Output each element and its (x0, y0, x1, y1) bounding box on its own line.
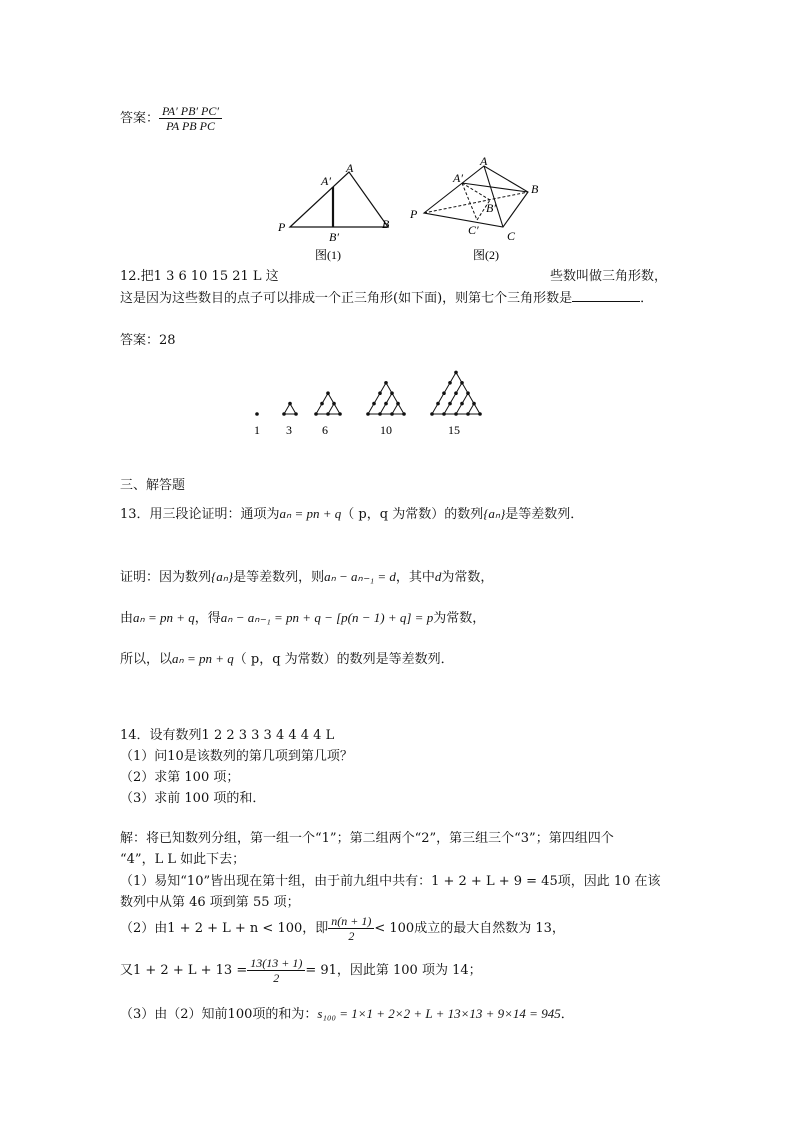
tri-dot (332, 402, 336, 406)
q13-proof1-end: 为常数， (441, 570, 494, 585)
figure-1 (270, 155, 400, 265)
answer-11 (120, 104, 222, 133)
tri-outline-3 (316, 393, 340, 414)
q14-sol6-pre: 又1 + 2 + L + 13 = (120, 963, 248, 978)
tri-dot (366, 412, 370, 416)
tri-inner-line (468, 404, 474, 414)
tri-inner-line (392, 404, 398, 414)
q13-proof2-end: 为常数， (433, 611, 486, 626)
q13-proof1-mid: 是等差数列，则 (233, 570, 325, 585)
q13-proof-line1 (120, 566, 493, 585)
fig2-label-C: C (507, 229, 516, 243)
q13-proof-line2 (120, 607, 485, 626)
q14-sol5-pre: （2）由1 + 2 + L + n < 100，即 (120, 921, 329, 936)
tri-dot (384, 402, 388, 406)
q12-answer: 答案：28 (120, 333, 176, 348)
q14-sol-line7 (120, 1003, 574, 1022)
fraction-numerator: PA′ PB′ PC′ (159, 104, 222, 119)
tri-outline-4 (368, 383, 404, 414)
fig1-label-B-prime: B′ (329, 230, 339, 244)
q13-stem (120, 503, 583, 522)
q14-sub1: （1）问10是该数列的第几项到第几项？ (120, 749, 353, 764)
q13-stem-formula: aₙ = pn + q (279, 506, 342, 521)
q13-stem-pre: 13．用三段论证明：通项为 (120, 507, 280, 522)
tri-label-3: 3 (286, 423, 292, 437)
fig1-label-B: B (382, 217, 390, 231)
q14-stem: 14．设有数列1 2 2 3 3 3 4 4 4 4 L (120, 728, 335, 743)
q14-sol5-fraction (328, 914, 374, 943)
fig2-edge-A-prime-B (462, 183, 528, 192)
tri-dot (448, 402, 452, 406)
q14-sub3: （3）求前 100 项的和． (120, 791, 266, 806)
tri-dot (466, 412, 470, 416)
fig1-label-A-prime: A′ (321, 174, 331, 188)
q13-proof2-pre: 由 (120, 611, 134, 626)
tri-label-6: 6 (322, 423, 328, 437)
fig2-label-B: B (531, 182, 539, 196)
fig2-label-A-prime: A′ (453, 171, 463, 185)
tri-inner-line (444, 383, 462, 414)
q13-stem-seq: {aₙ} (483, 506, 506, 521)
tri-dot (460, 402, 464, 406)
fig2-label-A: A (480, 154, 488, 168)
q13-proof2-f2: aₙ − aₙ₋₁ = pn + q − [p(n − 1) + q] = p (220, 610, 434, 625)
q14-sol6-fraction (247, 956, 305, 985)
q13-proof-line3 (120, 648, 454, 667)
tri-dot (372, 402, 376, 406)
q13-proof1-d: d (434, 569, 442, 584)
fig1-caption: 图(1) (315, 248, 341, 262)
tri-dot (390, 412, 394, 416)
tri-dot (255, 412, 259, 416)
q14-sol6-den: 2 (273, 971, 280, 985)
q14-sol7-end: ． (560, 1007, 574, 1022)
tri-dot (338, 412, 342, 416)
fig1-label-P: P (278, 220, 286, 234)
tri-dot (396, 402, 400, 406)
tri-dot (378, 412, 382, 416)
tri-dot (326, 391, 330, 395)
tri-dot (466, 391, 470, 395)
fig1-triangle (290, 172, 388, 227)
q14-sol7-pre: （3）由（2）知前100项的和为： (120, 1007, 318, 1022)
tri-dot (378, 391, 382, 395)
tri-dot (454, 391, 458, 395)
q13-proof1-post: ，其中 (395, 570, 435, 585)
q14-sol6-post: = 91，因此第 100 项为 14； (305, 963, 482, 978)
triangle-numbers-figure (244, 354, 504, 440)
q12-answer-blank (572, 289, 640, 302)
fig2-edge-A-prime-C-prime (462, 183, 477, 220)
q13-stem-mid: （ p，q 为常数）的数列 (341, 507, 484, 522)
tri-dot (390, 391, 394, 395)
fig1-label-A: A (346, 161, 354, 175)
q13-proof3-mid: （ p，q 为常数）的数列是等差数列． (233, 652, 454, 667)
q14-sol-line1: 解：将已知数列分组，第一组一个“1”；第二组两个“2”，第三组三个“3”；第四组四个 (120, 831, 614, 846)
tri-dot (282, 412, 286, 416)
tri-label-1: 1 (254, 423, 260, 437)
section-heading: 三、解答题 (120, 478, 186, 493)
tri-dot (460, 381, 464, 385)
tri-dot (436, 402, 440, 406)
tri-label-15: 15 (448, 423, 460, 437)
tri-dot (320, 402, 324, 406)
answer-fraction (159, 104, 222, 133)
q14-sol-line6 (120, 956, 482, 985)
tri-dot (472, 402, 476, 406)
tri-dot (454, 371, 458, 375)
q12-line2-end: ． (640, 291, 654, 306)
q13-proof2-mid: ，得 (194, 611, 221, 626)
q12-line2 (120, 287, 653, 306)
tri-dot (430, 412, 434, 416)
figure-2 (400, 152, 550, 264)
q14-sol-line2: “4”，L L 如此下去； (120, 852, 246, 867)
q13-proof1-seq: {aₙ} (211, 569, 234, 584)
tri-inner-line (328, 404, 334, 414)
tri-label-10: 10 (380, 423, 392, 437)
tri-dot (442, 391, 446, 395)
q12-line2-text: 这是因为这些数目的点子可以排成一个正三角形(如下面)，则第七个三角形数是 (120, 291, 573, 306)
q13-proof2-f1: aₙ = pn + q (133, 610, 195, 625)
q14-sol7-formula: s₁₀₀ = 1×1 + 2×2 + L + 13×13 + 9×14 = 945 (317, 1006, 561, 1021)
triangle-dots-group (255, 371, 482, 416)
q12-line1-left: 12.把1 3 6 10 15 21 L 这 (120, 269, 279, 284)
tri-dot (454, 412, 458, 416)
tri-dot (326, 412, 330, 416)
fraction-denominator: PA PB PC (166, 119, 215, 133)
fig2-edge-PB (424, 192, 528, 213)
tri-dot (402, 412, 406, 416)
tri-dot (384, 381, 388, 385)
q14-sol-line3: （1）易知“10”皆出现在第十组，由于前九组中共有：1 + 2 + L + 9 = 45项，因此 10 在该 (120, 874, 661, 889)
fig2-edge-A-prime-B-prime (462, 183, 490, 200)
tri-dot (442, 412, 446, 416)
q14-sol6-num: 13(13 + 1) (247, 956, 305, 971)
q14-sub2: （2）求第 100 项； (120, 770, 240, 785)
tri-dot (294, 412, 298, 416)
tri-dot (314, 412, 318, 416)
q14-sol5-num: n(n + 1) (328, 914, 374, 929)
tri-dot (478, 412, 482, 416)
fig2-label-B-prime: B′ (486, 201, 496, 215)
q13-proof1-formula: aₙ − aₙ₋₁ = d (324, 569, 396, 584)
answer-label: 答案： (120, 111, 160, 126)
q12-line1-right: 些数叫做三角形数， (550, 269, 668, 284)
tri-dot (288, 402, 292, 406)
q13-stem-post: 是等差数列． (505, 507, 584, 522)
q14-sol5-post: < 100成立的最大自然数为 13， (374, 921, 565, 936)
q13-proof1-pre: 证明：因为数列 (120, 570, 212, 585)
fig2-label-C-prime: C′ (468, 223, 479, 237)
q14-sol5-den: 2 (348, 929, 355, 943)
q14-sol-line4: 数列中从第 46 项到第 55 项； (120, 895, 300, 910)
q13-proof3-formula: aₙ = pn + q (172, 651, 234, 666)
tri-dot (448, 381, 452, 385)
fig2-label-P: P (410, 207, 418, 221)
q14-sol-line5 (120, 914, 565, 943)
q13-proof3-pre: 所以，以 (120, 652, 173, 667)
fig2-caption: 图(2) (473, 248, 499, 262)
